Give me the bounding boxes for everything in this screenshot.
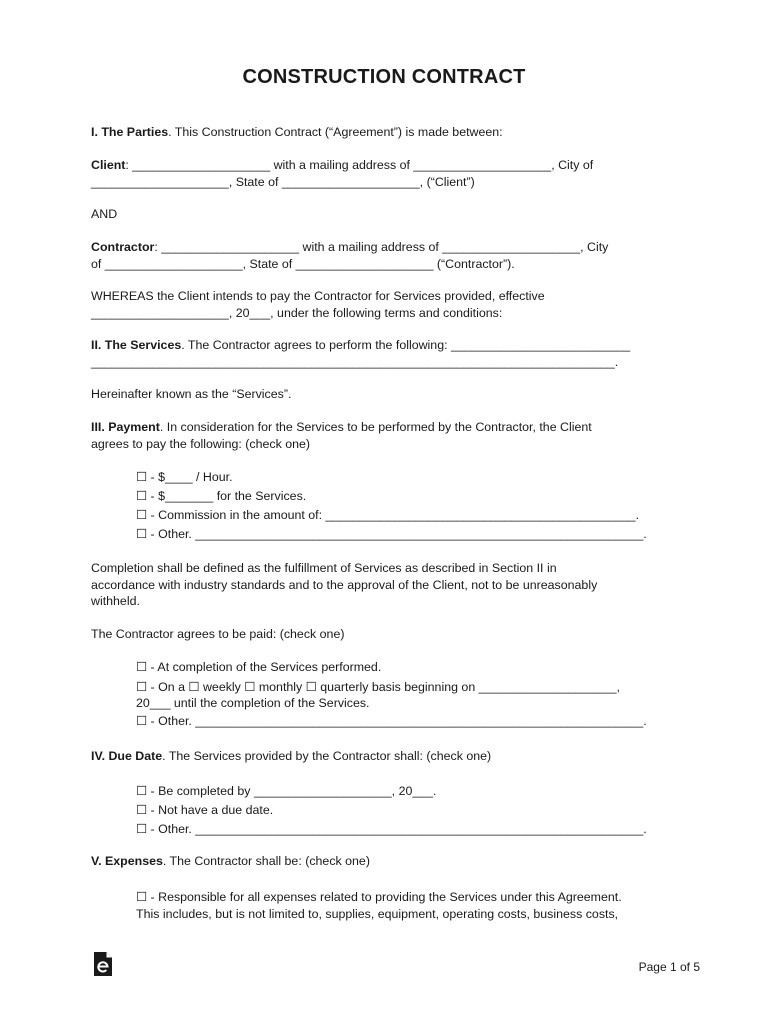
paid-option[interactable]: ☐ - At completion of the Services performed. (136, 660, 382, 674)
expenses-clause: V. Expenses. The Contractor shall be: (check one) (91, 854, 370, 868)
expenses-option[interactable]: ☐ - Responsible for all expenses related to providing the Services under this Agreement. This includes, but is not limited to, supplies, equipment, operating costs, business costs, (136, 890, 622, 921)
completion-definition: Completion shall be defined as the fulfillment of Services as described in Section II in accordance with industry standards and to the approval of the Client, not to be unreasonably withheld. (91, 561, 598, 608)
client-label: Client (91, 158, 126, 172)
due-date-options (136, 783, 679, 838)
payment-option[interactable]: ☐ - $____ / Hour. (136, 470, 233, 484)
page-number: Page 1 of 5 (638, 960, 700, 974)
payment-heading: III. Payment (91, 420, 160, 434)
paid-option[interactable]: ☐ - On a ☐ weekly ☐ monthly ☐ quarterly basis beginning on ____________________, (136, 679, 620, 694)
due-date-option[interactable]: ☐ - Not have a due date. (136, 803, 274, 817)
payment-option[interactable]: ☐ - $_______ for the Services. (136, 489, 307, 503)
services-heading: II. The Services (91, 338, 182, 352)
due-date-option[interactable]: ☐ - Be completed by ____________________, 20___. (136, 784, 437, 798)
services-clause: II. The Services. The Contractor agrees to perform the following: __________________________ ____________________________________________________________________________. (91, 338, 631, 369)
payment-option[interactable]: ☐ - Commission in the amount of: _____________________________________________. (136, 508, 640, 522)
due-date-clause: IV. Due Date. The Services provided by the Contractor shall: (check one) (91, 749, 492, 763)
parties-intro: I. The Parties. This Construction Contract (“Agreement”) is made between: (91, 125, 503, 139)
paid-intro: The Contractor agrees to be paid: (check one) (91, 627, 345, 641)
payment-option[interactable]: ☐ - Other. _________________________________________________________________. (136, 527, 647, 541)
eforms-logo-icon (93, 951, 113, 977)
client-clause: Client: ____________________ with a mailing address of ____________________, City of ____________________, State of ____________________, (“Client”) (91, 158, 594, 189)
due-date-heading: IV. Due Date (91, 749, 163, 763)
contractor-label: Contractor (91, 240, 155, 254)
paid-options (136, 659, 679, 729)
parties-heading: I. The Parties (91, 125, 169, 139)
payment-clause: III. Payment. In consideration for the Services to be performed by the Contractor, the Client agrees to pay the following: (check one) (91, 420, 592, 451)
paid-option[interactable]: ☐ - Other. _________________________________________________________________. (136, 713, 647, 728)
payment-options (136, 469, 679, 543)
due-date-option[interactable]: ☐ - Other. _________________________________________________________________. (136, 822, 647, 836)
paid-option-continued: 20___ until the completion of the Services. (136, 696, 370, 710)
document-title: CONSTRUCTION CONTRACT (242, 66, 526, 88)
expenses-heading: V. Expenses (91, 854, 163, 868)
services-known-as: Hereinafter known as the “Services”. (91, 387, 292, 401)
contractor-clause: Contractor: ____________________ with a mailing address of ____________________, City of ____________________, State of ____________________ (“Contractor”). (91, 240, 609, 271)
whereas-clause: WHEREAS the Client intends to pay the Contractor for Services provided, effective ____________________, 20___, under the following terms and conditions: (91, 289, 545, 320)
and-text: AND (91, 207, 118, 221)
